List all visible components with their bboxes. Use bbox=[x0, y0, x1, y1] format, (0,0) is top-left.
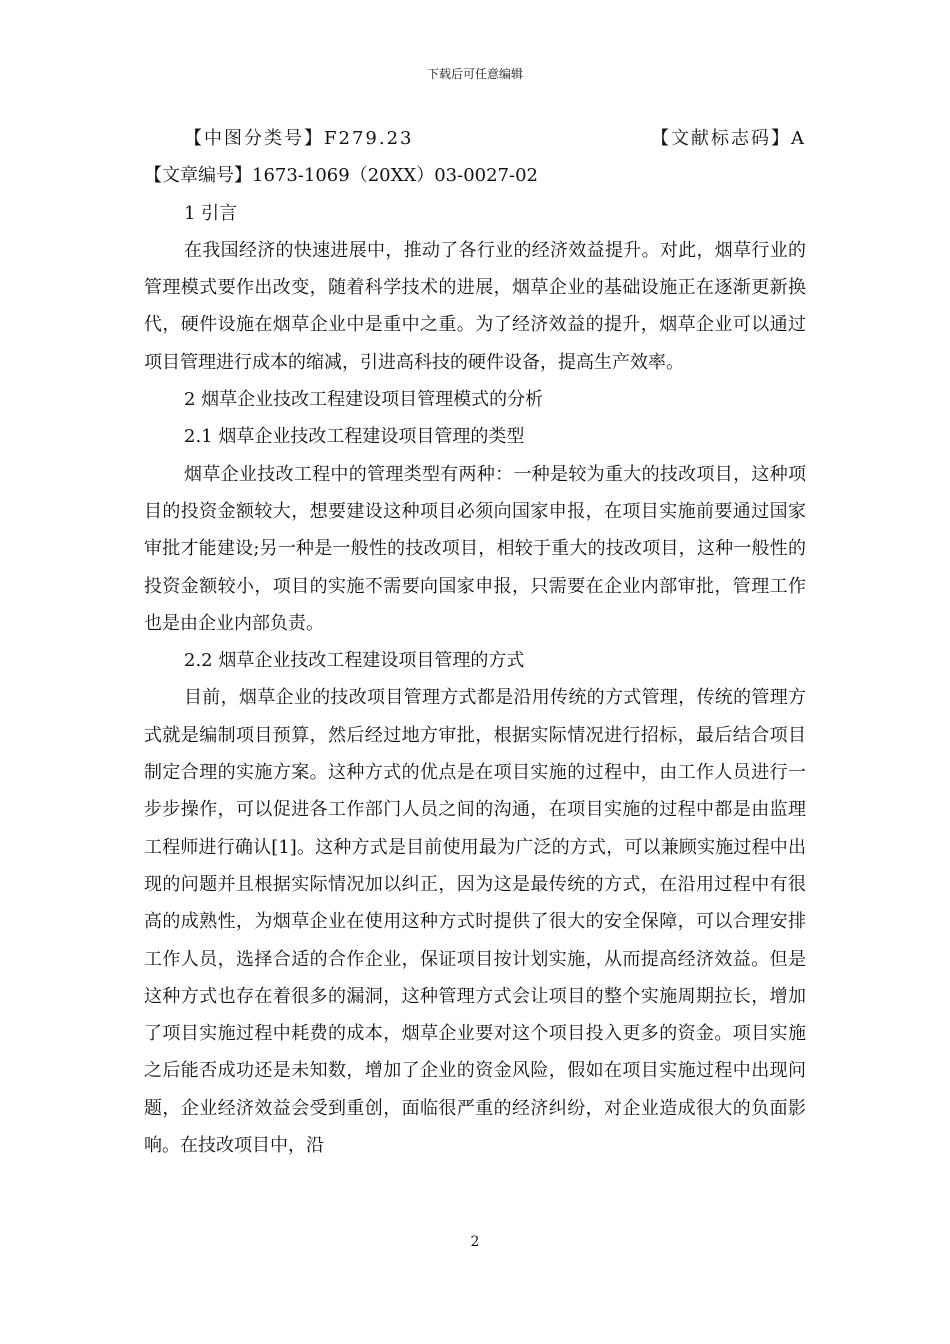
page-header: 下载后可任意编辑 bbox=[426, 67, 523, 81]
clc-number: 【中图分类号】F279.23 bbox=[184, 128, 414, 149]
classification-row bbox=[144, 120, 806, 157]
document-body bbox=[144, 120, 806, 1164]
page-number: 2 bbox=[470, 1234, 480, 1250]
section-1-heading: 1 引言 bbox=[184, 202, 238, 224]
section-2-2-heading: 2.2 烟草企业技改工程建设项目管理的方式 bbox=[184, 650, 525, 672]
article-number: 【文章编号】1673-1069（20XX）03-0027-02 bbox=[144, 165, 539, 187]
section-2-2-paragraph: 目前，烟草企业的技改项目管理方式都是沿用传统的方式管理，传统的管理方式就是编制项目预算，然后经过地方审批，根据实际情况进行招标，最后结合项目制定合理的实施方案。这种方式的优点是在项目实施的过程中，由工作人员进行一步步操作，可以促进各工作部门人员之间的沟通，在项目实施的过程中都是由监理工程师进行确认[1]。这种方式是目前使用最为广泛的方式，可以兼顾实施过程中出现的问题并且根据实际情况加以纠正，因为这是最传统的方式，在沿用过程中有很高的成熟性，为烟草企业在使用这种方式时提供了很大的安全保障，可以合理安排工作人员，选择合适的合作企业，保证项目按计划实施，从而提高经济效益。但是这种方式也存在着很多的漏洞，这种管理方式会让项目的整个实施周期拉长，增加了项目实施过程中耗费的成本，烟草企业要对这个项目投入更多的资金。项目实施之后能否成功还是未知数，增加了企业的资金风险，假如在项目实施过程中出现问题，企业经济效益会受到重创，面临很严重的经济纠纷，对企业造成很大的负面影响。在技改项目中，沿 bbox=[144, 687, 806, 1157]
section-2-1-paragraph: 烟草企业技改工程中的管理类型有两种：一种是较为重大的技改项目，这种项目的投资金额较大，想要建设这种项目必须向国家申报，在项目实施前要通过国家审批才能建设;另一种是一般性的技改项目，相较于重大的技改项目，这种一般性的投资金额较小，项目的实施不需要向国家申报，只需要在企业内部审批，管理工作也是由企业内部负责。 bbox=[144, 463, 806, 634]
document-code: 【文献标志码】A bbox=[651, 128, 806, 149]
section-2-heading: 2 烟草企业技改工程建设项目管理模式的分析 bbox=[184, 389, 544, 411]
section-1-paragraph: 在我国经济的快速进展中，推动了各行业的经济效益提升。对此，烟草行业的管理模式要作出改变，随着科学技术的进展，烟草企业的基础设施正在逐渐更新换代，硬件设施在烟草企业中是重中之重。为了经济效益的提升，烟草企业可以通过项目管理进行成本的缩减，引进高科技的硬件设备，提高生产效率。 bbox=[144, 239, 806, 373]
section-2-1-heading: 2.1 烟草企业技改工程建设项目管理的类型 bbox=[184, 426, 525, 448]
